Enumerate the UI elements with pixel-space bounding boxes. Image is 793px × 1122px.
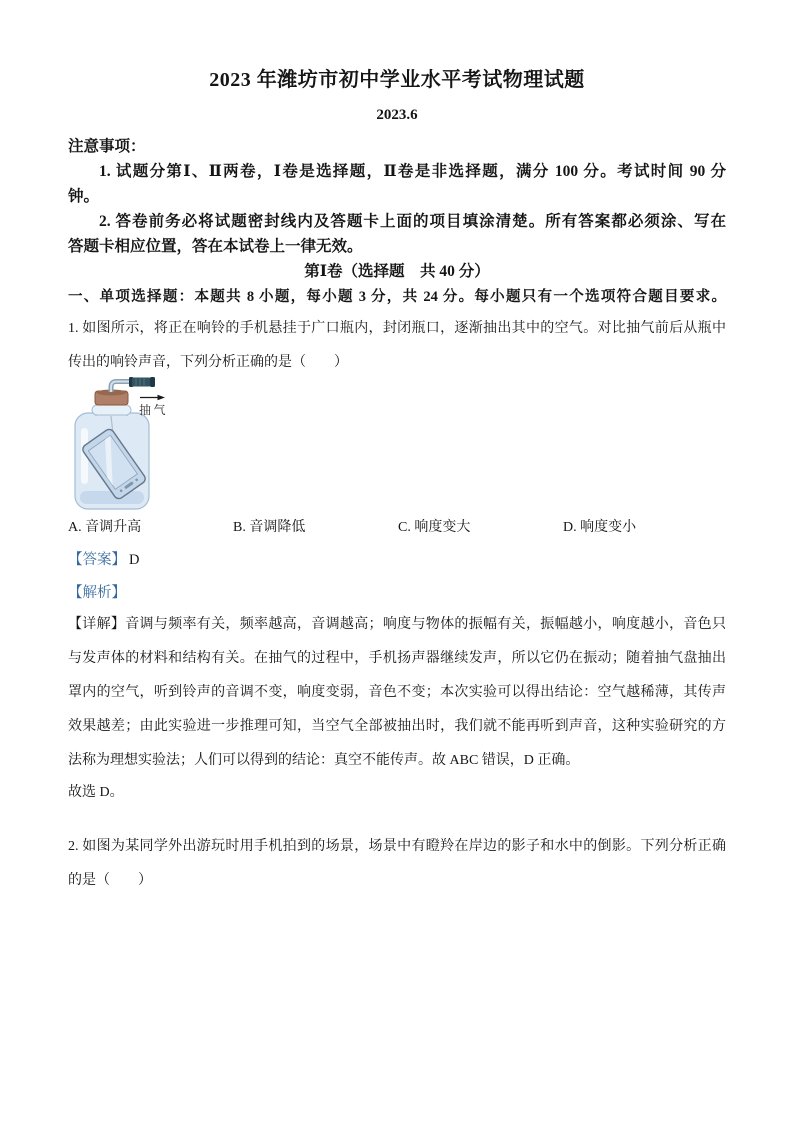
option-a: A. 音调升高 bbox=[68, 520, 142, 535]
question-1-figure bbox=[68, 374, 726, 512]
question-1-explanation bbox=[68, 608, 726, 808]
answer-label: 【答案】 bbox=[68, 552, 126, 568]
page-title: 2023 年潍坊市初中学业水平考试物理试题 bbox=[209, 69, 585, 91]
question-2-stem-line-2: 的是（ ） bbox=[68, 873, 152, 888]
air-flow-arrowhead bbox=[158, 395, 166, 400]
question-1-options bbox=[68, 518, 726, 538]
notice-item-2-line-2: 答题卡相应位置，答在本试卷上一律无效。 bbox=[68, 238, 363, 255]
answer-value: D bbox=[129, 552, 140, 568]
analysis-line bbox=[68, 583, 726, 603]
explanation-line-1: 【详解】音调与频率有关，频率越高，音调越高；响度与物体的振幅有关，振幅越小，响度越小，音色只 bbox=[68, 617, 726, 632]
question-1-stem-line-1: 1. 如图所示，将正在响铃的手机悬挂于广口瓶内，封闭瓶口，逐渐抽出其中的空气。对比抽气前后从瓶中 bbox=[68, 321, 726, 336]
doc-date: 2023.6 bbox=[376, 107, 418, 123]
conclusion-line: 故选 D。 bbox=[68, 785, 124, 800]
notice-item-1-line-2: 钟。 bbox=[68, 188, 100, 205]
option-c: C. 响度变大 bbox=[398, 520, 471, 535]
answer-line bbox=[68, 550, 726, 570]
explanation-line-5: 法称为理想实验法；人们可以得到的结论：真空不能传声。故 ABC 错误，D 正确。 bbox=[68, 753, 580, 768]
explanation-line-3: 罩内的空气，听到铃声的音调不变，响度变弱，音色不变；本次实验可以得出结论：空气越稀薄，其传声 bbox=[68, 685, 726, 700]
valve-cap-right bbox=[150, 377, 155, 387]
question-2-stem bbox=[68, 830, 726, 898]
explanation-line-2: 与发声体的材料和结构有关。在抽气的过程中，手机扬声器继续发声，所以它仍在振动；随着抽气盘抽出 bbox=[68, 651, 726, 666]
section-1-intro: 一、单项选择题：本题共 8 小题，每小题 3 分，共 24 分。每小题只有一个选项符合题目要求。 bbox=[68, 289, 726, 305]
question-2-stem-line-1: 2. 如图为某同学外出游玩时用手机拍到的场景，场景中有瞪羚在岸边的影子和水中的倒影。下列分析正确 bbox=[68, 839, 726, 854]
question-1-stem bbox=[68, 312, 726, 380]
jar-lip bbox=[92, 405, 131, 415]
page-content bbox=[68, 0, 726, 898]
question-1-stem-line-2: 传出的响铃声音，下列分析正确的是（ ） bbox=[68, 355, 348, 370]
analysis-label: 【解析】 bbox=[68, 585, 126, 601]
notices-heading: 注意事项： bbox=[68, 138, 146, 155]
option-b: B. 音调降低 bbox=[233, 520, 306, 535]
valve-body bbox=[132, 378, 151, 387]
section-1-heading: 第Ⅰ卷（选择题 共 40 分） bbox=[304, 263, 490, 280]
vacuum-jar-illustration bbox=[72, 374, 250, 512]
notice-item-1-line-1: 1. 试题分第Ⅰ、Ⅱ两卷，Ⅰ卷是选择题，Ⅱ卷是非选择题，满分 100 分。考试时间 90 分 bbox=[99, 163, 726, 180]
figure-label-pump-air: 抽气 bbox=[139, 403, 169, 417]
notice-item-2-line-1: 2. 答卷前务必将试题密封线内及答题卡上面的项目填涂清楚。所有答案都必须涂、写在 bbox=[99, 213, 726, 230]
explanation-line-4: 效果越差；由此实验进一步推理可知，当空气全部被抽出时，我们就不能再听到声音，这种实验研究的方 bbox=[68, 719, 726, 734]
option-d: D. 响度变小 bbox=[563, 520, 637, 535]
